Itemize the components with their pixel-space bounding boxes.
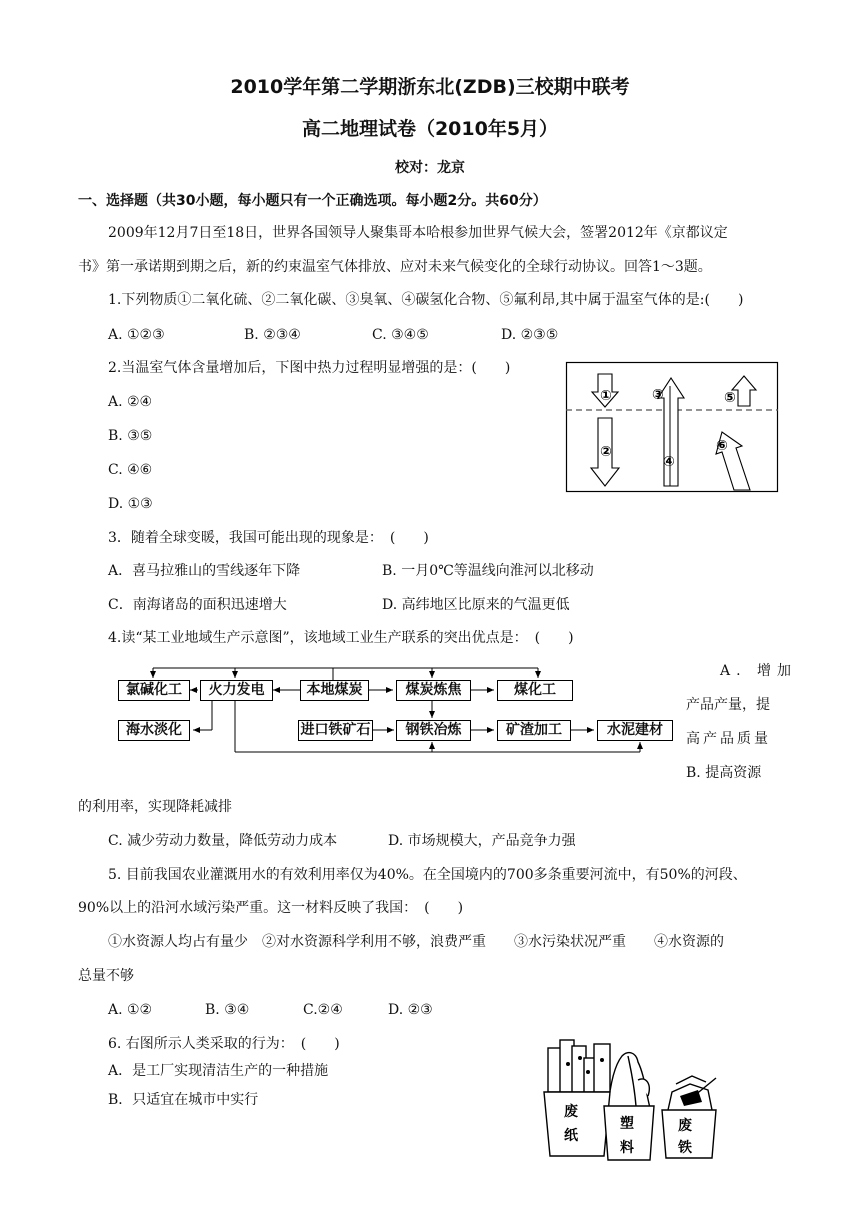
q4-option-a-part1: A. 增加 — [720, 663, 798, 679]
box-steel: 钢铁冶炼 — [396, 720, 471, 741]
q5-option-c: C.②④ — [303, 1002, 343, 1018]
bin-label-iron-2: 铁 — [678, 1140, 692, 1156]
q5-option-a: A. ①② — [108, 1002, 153, 1018]
intro-line-1: 2009年12月7日至18日，世界各国领导人聚集哥本哈根参加世界气候大会，签署2012年《京都议定 — [108, 225, 728, 241]
q2-option-a: A. ②④ — [108, 394, 153, 410]
q4-option-b-part1: B. 提高资源 — [686, 765, 762, 781]
q2-option-c: C. ④⑥ — [108, 462, 153, 478]
box-chlor-alkali: 氯碱化工 — [118, 680, 190, 701]
q4-option-a-part2: 产品产量，提 — [686, 697, 770, 713]
q5-stem-line-1: 5. 目前我国农业灌溉用水的有效利用率仅为40%。在全国境内的700多条重要河流中，有50%的河段、 — [108, 867, 747, 883]
q5-options-line-1: ①水资源人均占有量少 ②对水资源科学利用不够，浪费严重 ③水污染状况严重 ④水资源的 — [108, 934, 724, 950]
q6-stem: 6. 右图所示人类采取的行为： ( ) — [108, 1036, 340, 1052]
q1-stem: 1.下列物质①二氧化硫、②二氧化碳、③臭氧、④碳氢化合物、⑤氟利昂,其中属于温室气体的是:( ) — [108, 292, 744, 308]
q2-option-d: D. ①③ — [108, 496, 153, 512]
q6-option-a: A．是工厂实现清洁生产的一种措施 — [108, 1063, 329, 1079]
box-imported-ore: 进口铁矿石 — [298, 720, 373, 741]
box-cement: 水泥建材 — [597, 720, 673, 741]
q6-option-b: B．只适宜在城市中实行 — [108, 1092, 259, 1108]
box-slag: 矿渣加工 — [497, 720, 571, 741]
q2-stem: 2.当温室气体含量增加后，下图中热力过程明显增强的是：( ) — [108, 360, 511, 376]
q2-option-b: B. ③⑤ — [108, 428, 153, 444]
q1-option-b: B. ②③④ — [244, 327, 301, 343]
box-coal-chemical: 煤化工 — [497, 680, 573, 701]
box-coking: 煤炭炼焦 — [396, 680, 471, 701]
heat-label-1: ① — [600, 388, 612, 404]
heat-label-3: ③ — [652, 387, 664, 403]
q5-stem-line-2: 90%以上的沿河水域污染严重。这一材料反映了我国： ( ) — [78, 900, 464, 916]
exam-title: 2010学年第二学期浙东北(ZDB)三校期中联考 — [230, 76, 630, 98]
q4-option-b-part2: 的利用率，实现降耗减排 — [78, 799, 232, 815]
section-heading: 一、选择题（共30小题，每小题只有一个正确选项。每小题2分。共60分） — [78, 193, 547, 209]
recycling-bins-illustration — [540, 1036, 740, 1166]
heat-label-5: ⑤ — [724, 390, 736, 406]
heat-label-6: ⑥ — [716, 438, 728, 454]
heat-label-2: ② — [600, 444, 612, 460]
q4-option-c: C. 减少劳动力数量，降低劳动力成本 — [108, 833, 338, 849]
q3-option-b: B. 一月0℃等温线向淮河以北移动 — [382, 563, 594, 579]
q3-stem: 3．随着全球变暖，我国可能出现的现象是： ( ) — [108, 530, 429, 546]
bin-label-plastic-1: 塑 — [620, 1116, 634, 1132]
heat-label-4: ④ — [663, 454, 675, 470]
q4-option-a-part3: 高产品质量 — [686, 731, 771, 747]
bin-label-paper-2: 纸 — [564, 1128, 578, 1144]
intro-line-2: 书》第一承诺期到期之后，新的约束温室气体排放、应对未来气候变化的全球行动协议。回答1～3题。 — [78, 259, 712, 275]
bin-label-paper-1: 废 — [564, 1104, 578, 1120]
q1-option-c: C. ③④⑤ — [372, 327, 429, 343]
q3-option-d: D. 高纬地区比原来的气温更低 — [382, 597, 570, 613]
box-thermal-power: 火力发电 — [200, 680, 273, 701]
bin-label-iron-1: 废 — [678, 1118, 692, 1134]
q3-option-a: A．喜马拉雅山的雪线逐年下降 — [108, 563, 301, 579]
q4-stem: 4.读“某工业地域生产示意图”，该地域工业生产联系的突出优点是： ( ) — [108, 630, 574, 646]
q5-option-b: B. ③④ — [205, 1002, 250, 1018]
exam-subtitle: 高二地理试卷（2010年5月） — [301, 118, 559, 140]
q4-option-d: D. 市场规模大，产品竞争力强 — [388, 833, 576, 849]
q5-options-line-2: 总量不够 — [78, 968, 134, 984]
box-desalination: 海水淡化 — [118, 720, 190, 741]
q1-option-d: D. ②③⑤ — [501, 327, 559, 343]
bin-label-plastic-2: 料 — [620, 1140, 634, 1156]
q3-option-c: C．南海诸岛的面积迅速增大 — [108, 597, 287, 613]
q1-option-a: A. ①②③ — [108, 327, 165, 343]
proofreader: 校对：龙京 — [395, 160, 465, 176]
q5-option-d: D. ②③ — [388, 1002, 433, 1018]
box-local-coal: 本地煤炭 — [300, 680, 369, 701]
